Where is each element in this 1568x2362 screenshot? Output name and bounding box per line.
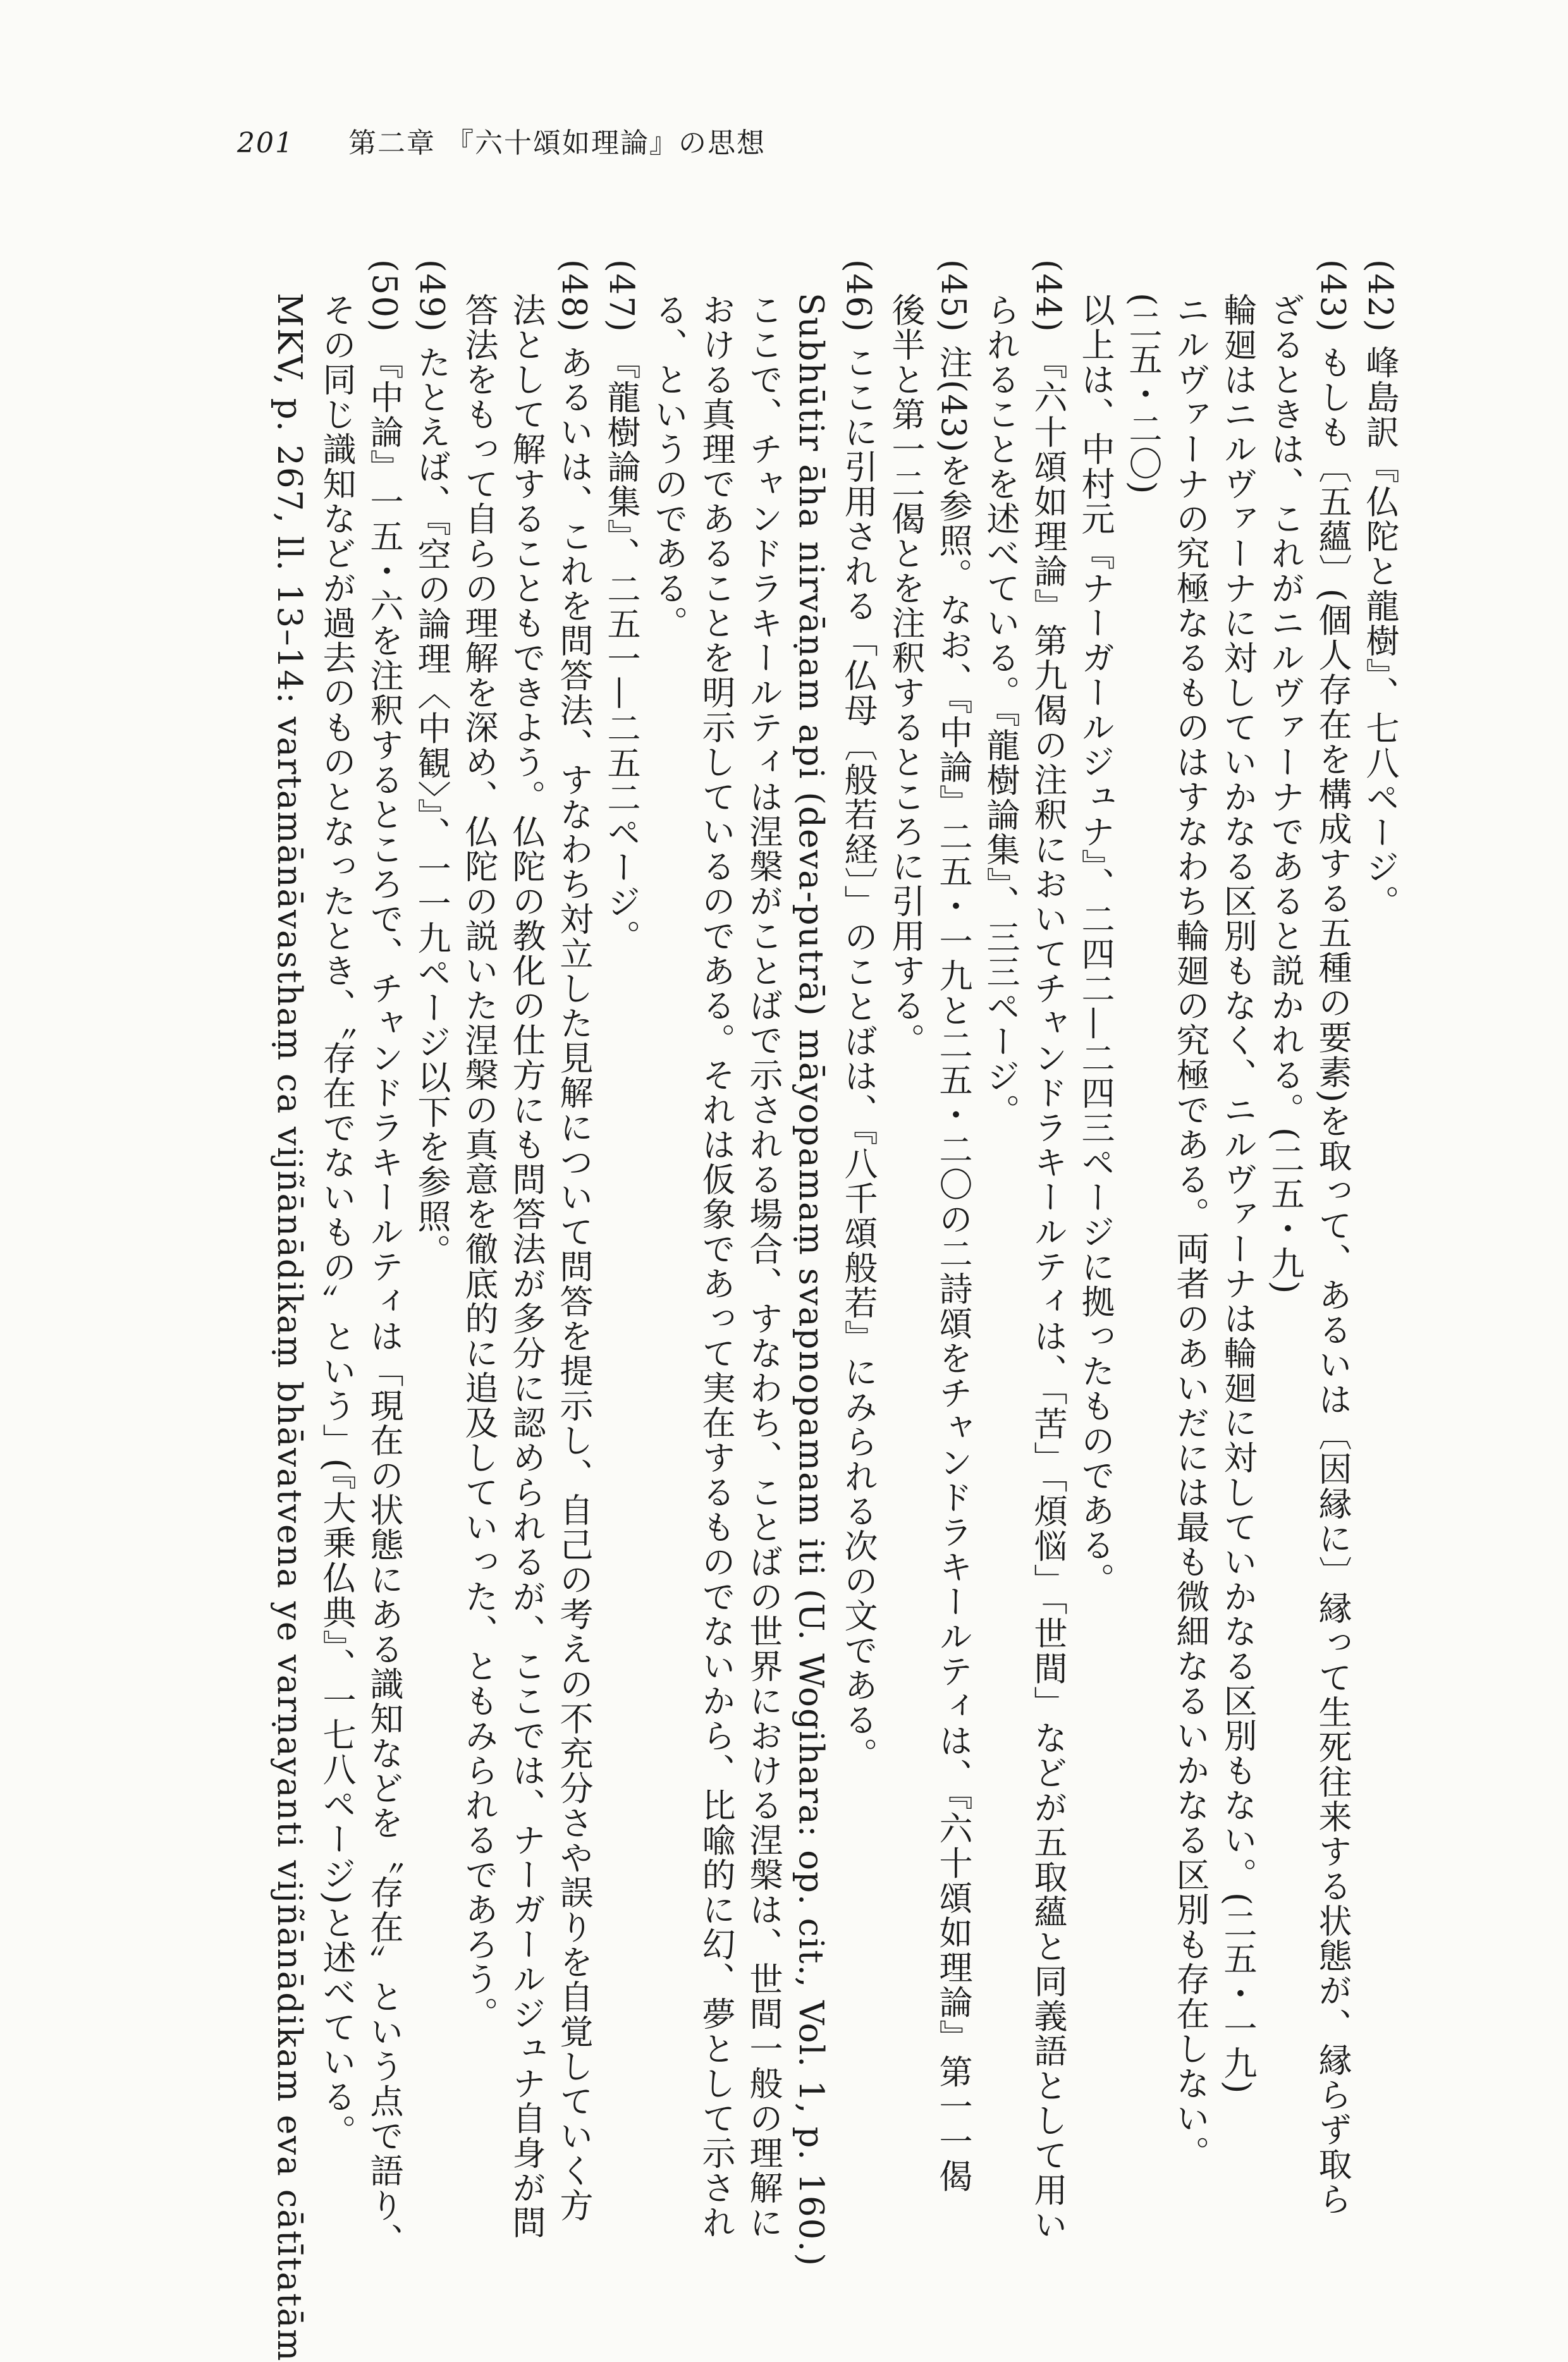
note-line: 法として解することもできよう。仏陀の教化の仕方にも問答法が多分に認められるが、ここでは、ナーガールジュナ自身が問 bbox=[507, 293, 546, 2240]
footnotes-body bbox=[215, 259, 1404, 2362]
note-line: (46) ここに引用される「仏母〔般若経〕」のことばは、『八千頌般若』にみられる次の文である。 bbox=[839, 259, 878, 1772]
note-line: ざるときは、これがニルヴァーナであると説かれる。(二五・九) bbox=[1266, 293, 1304, 1295]
note-line: (49) たとえば、『空の論理〈中観〉』、一一九ページ以下を参照。 bbox=[412, 259, 451, 1269]
page-header bbox=[237, 120, 766, 161]
note-line: る、というのである。 bbox=[649, 293, 688, 640]
note-line: 以上は、中村元『ナーガールジュナ』、二四二—二四三ページに拠ったものである。 bbox=[1076, 293, 1115, 1598]
note-line: られることを述べている。『龍樹論集』、三三ページ。 bbox=[981, 293, 1020, 1129]
note-line: (44) 『六十頌如理論』第九偈の注釈においてチャンドラキールティは、「苦」「煩悩」「世間」などが五取蘊と同義語として用い bbox=[1029, 259, 1067, 2243]
note-line: (45) 注(43)を参照。なお、『中論』二五・一九と二五・二〇の二詩頌をチャンドラキールティは、『六十頌如理論』第一一偈 bbox=[934, 259, 972, 2194]
note-line: (50) 『中論』一五・六を注釈するところで、チャンドラキールティは「現在の状態にある識知などを〝存在〟という点で語り、 bbox=[365, 259, 403, 2258]
note-line: その同じ識知などが過去のものとなったとき、〝存在でないもの〟という」(『大乗仏典』、一七八ページ)と述べている。 bbox=[317, 293, 356, 2149]
chapter-title: 第二章 『六十頌如理論』の思想 bbox=[348, 127, 766, 159]
note-line: (二五・二〇) bbox=[1124, 293, 1162, 496]
note-line: (48) あるいは、これを問答法、すなわち対立した見解について問答を提示し、自己の考えの不充分さや誤りを自覚していく方 bbox=[554, 259, 593, 2223]
note-line: Subhūtir āha nirvāṇam api (deva-putrā) māyopamaṃ svapnopamam iti (U. Wogihara: op. cit., Vol. 1, p. 160.) bbox=[792, 293, 830, 2267]
note-line: MKV, p. 267, ll. 13–14: vartamānāvasthaṃ ca vijñānādikaṃ bhāvatvena ye varṇayanti vijñānādikam eva cātītatām bbox=[270, 293, 309, 2362]
note-line: 答法をもって自らの理解を深め、仏陀の説いた涅槃の真意を徹底的に追及していった、ともみられるであろう。 bbox=[460, 293, 498, 2031]
note-line: おける真理であることを明示しているのである。それは仮象であって実在するものでないから、比喩的に幻、夢として示され bbox=[697, 293, 735, 2240]
note-line: (47) 『龍樹論集』、二五一—二五二ページ。 bbox=[602, 259, 640, 955]
note-line: ここで、チャンドラキールティは涅槃がことばで示される場合、すなわち、ことばの世界における涅槃は、世間一般の理解に bbox=[744, 293, 783, 2240]
note-line: (43) もしも〔五蘊〕(個人存在を構成する五種の要素)を取って、あるいは〔因縁に〕縁って生死往来する状態が、縁らず取ら bbox=[1313, 259, 1352, 2217]
note-line: 輪廻はニルヴァーナに対していかなる区別もなく、ニルヴァーナは輪廻に対していかなる区別もない。(二五・一九) bbox=[1218, 293, 1257, 2095]
page-number: 201 bbox=[237, 127, 294, 159]
note-line: 後半と第一二偈とを注釈するところに引用する。 bbox=[886, 293, 925, 1058]
note-line: (42) 峰島訳『仏陀と龍樹』、七八ページ。 bbox=[1361, 259, 1399, 920]
note-line: ニルヴァーナの究極なるものはすなわち輪廻の究極である。両者のあいだには最も微細なるいかなる区別も存在しない。 bbox=[1171, 293, 1210, 2170]
